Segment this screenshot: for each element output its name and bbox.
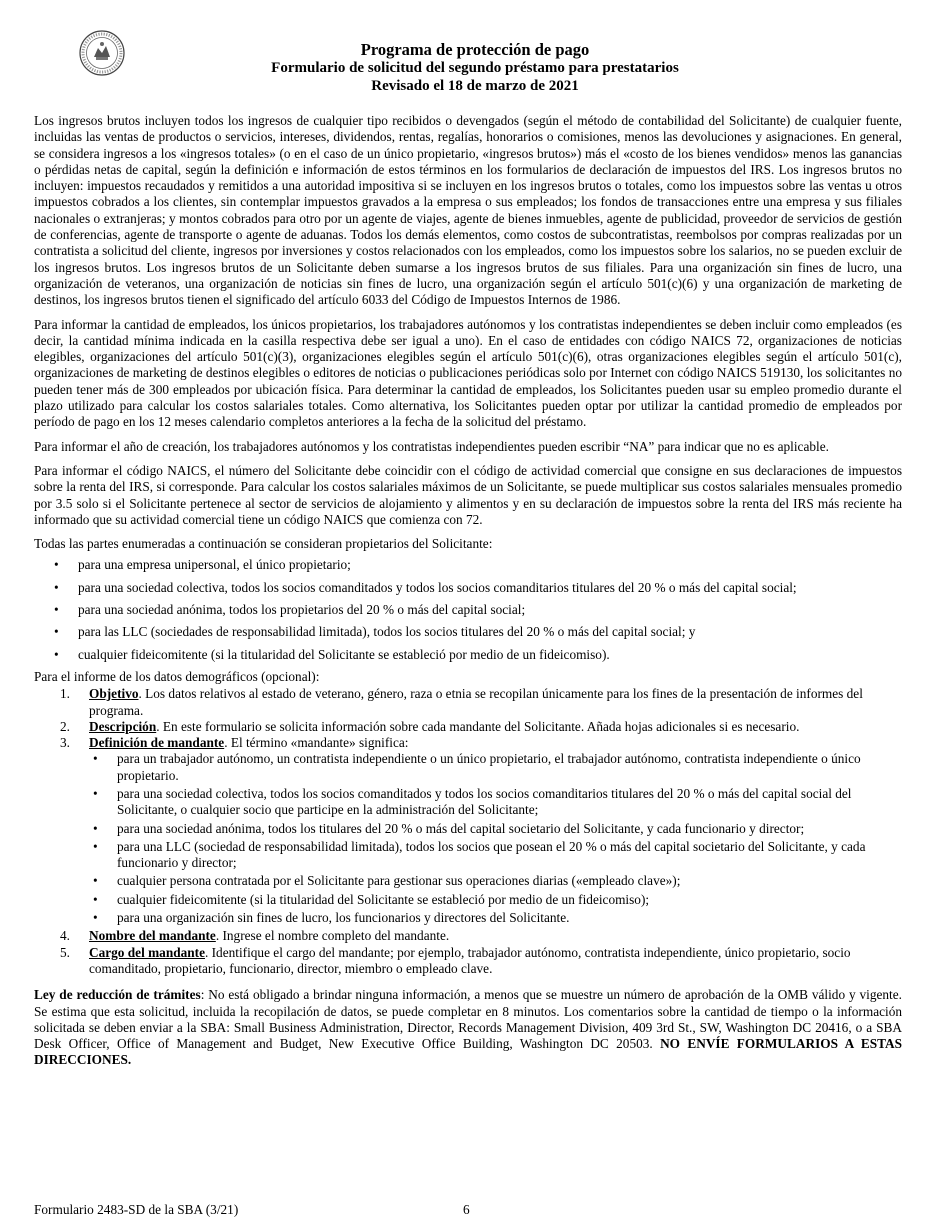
employees-paragraph: Para informar la cantidad de empleados, los únicos propietarios, los trabajadores autónomos y los contratistas independientes se deben incluir como empleados (es decir, la cantidad mínima indicada en la casilla respectiva debe ser igual a uno). En el caso de entidades con código NAICS 72, organizaciones de noticias elegibles, organizaciones del artículo 501(c)(3), organizaciones elegibles según el artículo 501(c)(6), otras organizaciones elegibles según el artículo 501(c), organizaciones de marketing de destinos elegibles o editores de noticias o publicaciones periódicas solo por Internet con código NAICS 519130, los solicitantes no pueden tener más de 300 empleados por ubicación física. Para determinar la cantidad de empleados, los Solicitantes pueden usar su empleo promedio durante el plazo utilizado para calcular los costos salariales totales. Como alternativa, los Solicitantes pueden optar por utilizar la cantidad promedio de empleados por período de pago en los 12 meses calendario completos anteriores a la fecha de la solicitud del préstamo. xyxy=(34,316,902,430)
page-title: Programa de protección de pago xyxy=(360,40,590,59)
list-item: • para una empresa unipersonal, el único propietario; xyxy=(34,557,902,573)
list-item: • para una sociedad anónima, todos los titulares del 20 % o más del capital societario del Solicitante, y cada funcionario y director; xyxy=(89,821,902,837)
year-established-paragraph: Para informar el año de creación, los trabajadores autónomos y los contratistas independientes pueden escribir “NA” para indicar que no es aplicable. xyxy=(34,438,829,454)
demographics-list xyxy=(34,686,902,977)
list-item: • para las LLC (sociedades de responsabilidad limitada), todos los socios titulares del 20 % o más del capital social; y xyxy=(34,624,902,640)
form-subtitle: Formulario de solicitud del segundo préstamo para prestatarios xyxy=(271,60,679,76)
list-item: • cualquier fideicomitente (si la titularidad del Solicitante se estableció por medio de un fideicomiso); xyxy=(89,892,902,908)
list-item: • para una organización sin fines de lucro, los funcionarios y directores del Solicitante. xyxy=(89,910,902,926)
page-number: 6 xyxy=(463,1202,470,1217)
list-item: 5. Cargo del mandante. Identifique el cargo del mandante; por ejemplo, trabajador autónomo, contratista independiente, único propietario, socio comanditado, propietario, funcionario, director, miembro o empleado clave. xyxy=(60,944,851,976)
principal-definitions-list xyxy=(89,751,902,926)
list-item: • para una sociedad colectiva, todos los socios comanditados y todos los socios comanditarios titulares del 20 % o más del capital social del Solicitante, o cualquier socio que participe en la administración del Solicitante; xyxy=(89,786,902,819)
list-item: 3. Definición de mandante. El término «mandante» significa: • para un trabajador autónomo, un contratista independiente o un único propietario, el trabajador autónomo, contratista independiente o único propietario. • para una sociedad colectiva, todos los socios comanditados y todos los socios comanditarios titulares del 20 % o más del capital social del Solicitante, o cualquier socio que participe en la administración del Solicitante; • para una sociedad anónima, todos los titulares del 20 % o más del capital societario del Solicitante, y cada funcionario y director; • para una LLC (sociedad de responsabilidad limitada), todos los socios que posean el 20 % o más del capital societario del Solicitante, y cada funcionario y director; • cualquier persona contratada por el Solicitante para gestionar sus operaciones diarias («empleado clave»); • cualquier fideicomitente (si la titularidad del Solicitante se estableció por medio de un fideicomiso); • para una organización sin fines de lucro, los funcionarios y directores del Solicitante. xyxy=(34,735,902,926)
owners-list xyxy=(34,557,902,662)
paperwork-reduction-paragraph: Ley de reducción de trámites: No está obligado a brindar ninguna información, a menos que se muestre un número de aprobación de la OMB válido y vigente. Se estima que esta solicitud, incluida la recopilación de datos, se puede completar en 8 minutos. Los comentarios sobre la cantidad de tiempo o la información solicitada se deben enviar a la SBA: Small Business Administration, Director, Records Management Division, 409 3rd St., SW, Washington DC 20416, o a SBA Desk Officer, Office of Management and Budget, New Executive Office Building, Washington DC 20503. NO ENVÍE FORMULARIOS A ESTAS DIRECCIONES. xyxy=(34,987,902,1068)
list-item: 2. Descripción. En este formulario se solicita información sobre cada mandante del Solicitante. Añada hojas adicionales si es necesario. xyxy=(60,718,800,734)
list-item: • cualquier persona contratada por el Solicitante para gestionar sus operaciones diarias («empleado clave»); xyxy=(89,873,902,889)
list-item: 4. Nombre del mandante. Ingrese el nombre completo del mandante. xyxy=(60,928,450,944)
document-header xyxy=(0,40,950,95)
list-item: • para un trabajador autónomo, un contratista independiente o un único propietario, el trabajador autónomo, contratista independiente o único propietario. xyxy=(89,751,902,784)
list-item: • cualquier fideicomitente (si la titularidad del Solicitante se estableció por medio de un fideicomiso). xyxy=(34,647,902,663)
list-item: • para una sociedad anónima, todos los propietarios del 20 % o más del capital social; xyxy=(34,602,902,618)
form-id-footer: Formulario 2483-SD de la SBA (3/21) xyxy=(34,1202,239,1217)
list-item: • para una sociedad colectiva, todos los socios comanditados y todos los socios comanditarios titulares del 20 % o más del capital social; xyxy=(34,580,902,596)
revision-date: Revisado el 18 de marzo de 2021 xyxy=(371,78,579,94)
demographics-intro: Para el informe de los datos demográficos (opcional): xyxy=(34,668,320,684)
owners-intro: Todas las partes enumeradas a continuación se consideran propietarios del Solicitante: xyxy=(34,536,493,552)
list-item: • para una LLC (sociedad de responsabilidad limitada), todos los socios que posean el 20 % o más del capital societario del Solicitante, y cada funcionario y director; xyxy=(89,839,902,872)
list-item: 1. Objetivo. Los datos relativos al estado de veterano, género, raza o etnia se recopilan únicamente para los fines de la presentación de informes del programa. xyxy=(60,686,863,718)
gross-receipts-paragraph: Los ingresos brutos incluyen todos los ingresos de cualquier tipo recibidos o devengados (según el método de contabilidad del Solicitante) de cualquier fuente, incluidas las ventas de productos o servicios, intereses, dividendos, rentas, regalías, honorarios o comisiones, menos las devoluciones y asignaciones. En general, se considera ingresos a los «ingresos totales» (o en el caso de un único propietario, «ingresos brutos») más el «costo de los bienes vendidos» menos las ganancias o pérdidas netas de capital, según la definición e información de estos términos en los formularios de declaración de impuestos del IRS. Los ingresos brutos no incluyen: impuestos recaudados y remitidos a una autoridad impositiva si se incluyen en los ingresos brutos o totales, como los impuestos sobre las ventas u otros impuestos cobrados a los clientes, sin contemplar impuestos gravados a la empresa o sus empleados; los fondos de transacciones entre una empresa y sus filiales nacionales o extranjeras; y montos cobrados para otro por un agente de viajes, agente de bienes inmuebles, agente de publicidad, proveedor de servicios de gestión de conferencias, agente de transporte o agente de aduanas. Todos los demás elementos, como costos de subcontratistas, reembolsos por compras realizadas por un contratista a solicitud del cliente, ingresos por inversiones y costos relacionados con los empleados, como los impuestos sobre los salarios, no se pueden excluir de los ingresos brutos. Los ingresos brutos de un Solicitante deben sumarse a los ingresos brutos de sus filiales. Para una organización sin fines de lucro, una organización de veteranos, una organización de noticias sin fines de lucro, una organización según el artículo 501(c)(6) y una organización de marketing de destinos, los ingresos brutos tienen el significado del artículo 6033 del Código de Impuestos Internos de 1986. xyxy=(34,113,902,308)
naics-paragraph: Para informar el código NAICS, el número del Solicitante debe coincidir con el código de actividad comercial que consigne en sus declaraciones de impuestos sobre la renta del IRS, si corresponde. Para calcular los costos salariales máximos de un Solicitante, se puede multiplicar sus costos salariales mensuales promedio por 3.5 solo si el Solicitante pertenece al sector de servicios de alojamiento y alimentos y en su declaración de impuestos sobre la renta del IRS más reciente ha informado que su actividad comercial tiene un código NAICS que comienza con 72. xyxy=(34,462,902,527)
document-body xyxy=(34,113,902,1077)
